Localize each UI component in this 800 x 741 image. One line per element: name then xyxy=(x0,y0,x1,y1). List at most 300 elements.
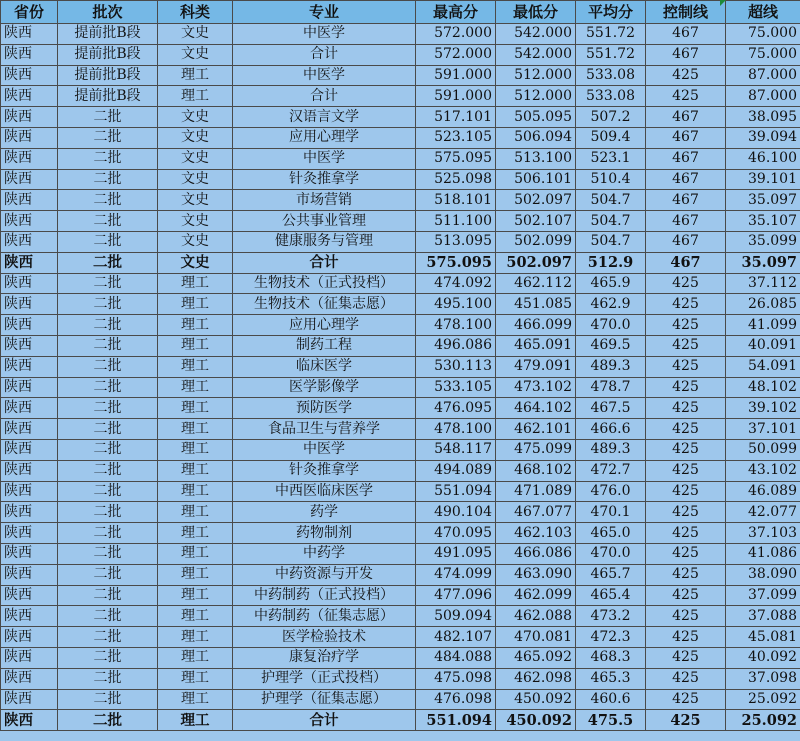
over-line-cell: 40.091 xyxy=(726,335,800,356)
min-score-cell: 542.000 xyxy=(496,44,576,65)
table-row xyxy=(1,335,800,356)
category-cell: 理工 xyxy=(158,606,233,627)
min-score-cell: 475.099 xyxy=(496,439,576,460)
category-cell: 理工 xyxy=(158,315,233,336)
control-line-cell: 467 xyxy=(646,169,726,190)
province-cell: 陕西 xyxy=(1,190,58,211)
batch-cell: 二批 xyxy=(58,273,158,294)
min-score-cell: 506.094 xyxy=(496,127,576,148)
max-score-cell: 575.095 xyxy=(416,252,496,273)
batch-cell: 二批 xyxy=(58,231,158,252)
major-cell: 中医学 xyxy=(233,24,416,45)
control-line-cell: 425 xyxy=(646,627,726,648)
category-cell: 文史 xyxy=(158,169,233,190)
over-line-cell: 39.102 xyxy=(726,398,800,419)
major-cell: 合计 xyxy=(233,44,416,65)
avg-score-cell: 504.7 xyxy=(576,231,646,252)
batch-cell: 二批 xyxy=(58,107,158,128)
province-cell: 陕西 xyxy=(1,148,58,169)
over-line-cell: 35.097 xyxy=(726,190,800,211)
province-cell: 陕西 xyxy=(1,65,58,86)
min-score-cell: 463.090 xyxy=(496,564,576,585)
category-cell: 理工 xyxy=(158,65,233,86)
max-score-cell: 572.000 xyxy=(416,24,496,45)
header-category: 科类 xyxy=(158,1,233,24)
over-line-cell: 26.085 xyxy=(726,294,800,315)
table-row xyxy=(1,107,800,128)
table-row xyxy=(1,543,800,564)
category-cell: 文史 xyxy=(158,211,233,232)
max-score-cell: 478.100 xyxy=(416,315,496,336)
avg-score-cell: 470.1 xyxy=(576,502,646,523)
batch-cell: 二批 xyxy=(58,523,158,544)
province-cell: 陕西 xyxy=(1,273,58,294)
table-row xyxy=(1,647,800,668)
control-line-cell: 425 xyxy=(646,481,726,502)
avg-score-cell: 476.0 xyxy=(576,481,646,502)
category-cell: 文史 xyxy=(158,24,233,45)
min-score-cell: 479.091 xyxy=(496,356,576,377)
min-score-cell: 473.102 xyxy=(496,377,576,398)
min-score-cell: 462.112 xyxy=(496,273,576,294)
batch-cell: 二批 xyxy=(58,294,158,315)
major-cell: 合计 xyxy=(233,710,416,731)
control-line-cell: 425 xyxy=(646,419,726,440)
table-row xyxy=(1,44,800,65)
cell-comment-marker xyxy=(720,0,726,6)
province-cell: 陕西 xyxy=(1,107,58,128)
major-cell: 针灸推拿学 xyxy=(233,169,416,190)
min-score-cell: 502.097 xyxy=(496,252,576,273)
avg-score-cell: 473.2 xyxy=(576,606,646,627)
category-cell: 理工 xyxy=(158,377,233,398)
province-cell: 陕西 xyxy=(1,564,58,585)
min-score-cell: 506.101 xyxy=(496,169,576,190)
province-cell: 陕西 xyxy=(1,315,58,336)
avg-score-cell: 509.4 xyxy=(576,127,646,148)
category-cell: 理工 xyxy=(158,481,233,502)
max-score-cell: 484.088 xyxy=(416,647,496,668)
control-line-cell: 425 xyxy=(646,377,726,398)
major-cell: 中医学 xyxy=(233,65,416,86)
avg-score-cell: 533.08 xyxy=(576,65,646,86)
over-line-cell: 37.103 xyxy=(726,523,800,544)
max-score-cell: 509.094 xyxy=(416,606,496,627)
province-cell: 陕西 xyxy=(1,377,58,398)
min-score-cell: 468.102 xyxy=(496,460,576,481)
province-cell: 陕西 xyxy=(1,294,58,315)
max-score-cell: 513.095 xyxy=(416,231,496,252)
avg-score-cell: 489.3 xyxy=(576,439,646,460)
avg-score-cell: 551.72 xyxy=(576,44,646,65)
batch-cell: 提前批B段 xyxy=(58,86,158,107)
max-score-cell: 494.089 xyxy=(416,460,496,481)
table-row xyxy=(1,627,800,648)
min-score-cell: 471.089 xyxy=(496,481,576,502)
major-cell: 中药学 xyxy=(233,543,416,564)
over-line-cell: 39.094 xyxy=(726,127,800,148)
category-cell: 文史 xyxy=(158,148,233,169)
control-line-cell: 425 xyxy=(646,564,726,585)
control-line-cell: 467 xyxy=(646,127,726,148)
max-score-cell: 477.096 xyxy=(416,585,496,606)
batch-cell: 二批 xyxy=(58,481,158,502)
category-cell: 理工 xyxy=(158,356,233,377)
province-cell: 陕西 xyxy=(1,668,58,689)
avg-score-cell: 465.7 xyxy=(576,564,646,585)
category-cell: 理工 xyxy=(158,627,233,648)
control-line-cell: 425 xyxy=(646,294,726,315)
control-line-cell: 425 xyxy=(646,65,726,86)
province-cell: 陕西 xyxy=(1,231,58,252)
avg-score-cell: 465.9 xyxy=(576,273,646,294)
table-row xyxy=(1,190,800,211)
category-cell: 理工 xyxy=(158,86,233,107)
province-cell: 陕西 xyxy=(1,211,58,232)
major-cell: 医学检验技术 xyxy=(233,627,416,648)
max-score-cell: 533.105 xyxy=(416,377,496,398)
control-line-cell: 467 xyxy=(646,231,726,252)
header-max-score: 最高分 xyxy=(416,1,496,24)
min-score-cell: 502.107 xyxy=(496,211,576,232)
table-row xyxy=(1,231,800,252)
control-line-cell: 467 xyxy=(646,44,726,65)
province-cell: 陕西 xyxy=(1,44,58,65)
table-row xyxy=(1,169,800,190)
batch-cell: 二批 xyxy=(58,211,158,232)
control-line-cell: 425 xyxy=(646,502,726,523)
table-row xyxy=(1,481,800,502)
province-cell: 陕西 xyxy=(1,606,58,627)
over-line-cell: 35.097 xyxy=(726,252,800,273)
province-cell: 陕西 xyxy=(1,689,58,710)
max-score-cell: 575.095 xyxy=(416,148,496,169)
avg-score-cell: 470.0 xyxy=(576,543,646,564)
max-score-cell: 525.098 xyxy=(416,169,496,190)
province-cell: 陕西 xyxy=(1,356,58,377)
over-line-cell: 46.100 xyxy=(726,148,800,169)
control-line-cell: 425 xyxy=(646,585,726,606)
batch-cell: 二批 xyxy=(58,543,158,564)
major-cell: 针灸推拿学 xyxy=(233,460,416,481)
over-line-cell: 39.101 xyxy=(726,169,800,190)
avg-score-cell: 465.0 xyxy=(576,523,646,544)
max-score-cell: 474.092 xyxy=(416,273,496,294)
batch-cell: 二批 xyxy=(58,335,158,356)
province-cell: 陕西 xyxy=(1,398,58,419)
over-line-cell: 42.077 xyxy=(726,502,800,523)
over-line-cell: 46.089 xyxy=(726,481,800,502)
batch-cell: 二批 xyxy=(58,190,158,211)
over-line-cell: 45.081 xyxy=(726,627,800,648)
batch-cell: 二批 xyxy=(58,647,158,668)
major-cell: 药物制剂 xyxy=(233,523,416,544)
header-batch: 批次 xyxy=(58,1,158,24)
major-cell: 护理学（征集志愿） xyxy=(233,689,416,710)
table-row xyxy=(1,689,800,710)
over-line-cell: 54.091 xyxy=(726,356,800,377)
category-cell: 理工 xyxy=(158,460,233,481)
table-row xyxy=(1,398,800,419)
over-line-cell: 37.099 xyxy=(726,585,800,606)
max-score-cell: 470.095 xyxy=(416,523,496,544)
batch-cell: 二批 xyxy=(58,439,158,460)
control-line-cell: 425 xyxy=(646,710,726,731)
over-line-cell: 48.102 xyxy=(726,377,800,398)
major-cell: 中医学 xyxy=(233,148,416,169)
major-cell: 康复治疗学 xyxy=(233,647,416,668)
table-body xyxy=(1,24,800,731)
category-cell: 文史 xyxy=(158,231,233,252)
over-line-cell: 37.098 xyxy=(726,668,800,689)
over-line-cell: 37.088 xyxy=(726,606,800,627)
over-line-cell: 87.000 xyxy=(726,86,800,107)
min-score-cell: 450.092 xyxy=(496,689,576,710)
major-cell: 中药制药（征集志愿） xyxy=(233,606,416,627)
province-cell: 陕西 xyxy=(1,647,58,668)
category-cell: 理工 xyxy=(158,585,233,606)
total-row xyxy=(1,710,800,731)
max-score-cell: 476.098 xyxy=(416,689,496,710)
table-row xyxy=(1,127,800,148)
avg-score-cell: 489.3 xyxy=(576,356,646,377)
min-score-cell: 462.101 xyxy=(496,419,576,440)
category-cell: 文史 xyxy=(158,127,233,148)
over-line-cell: 75.000 xyxy=(726,44,800,65)
over-line-cell: 87.000 xyxy=(726,65,800,86)
batch-cell: 二批 xyxy=(58,606,158,627)
province-cell: 陕西 xyxy=(1,481,58,502)
avg-score-cell: 551.72 xyxy=(576,24,646,45)
min-score-cell: 450.092 xyxy=(496,710,576,731)
major-cell: 医学影像学 xyxy=(233,377,416,398)
batch-cell: 二批 xyxy=(58,148,158,169)
category-cell: 理工 xyxy=(158,668,233,689)
min-score-cell: 465.091 xyxy=(496,335,576,356)
over-line-cell: 41.099 xyxy=(726,315,800,336)
control-line-cell: 425 xyxy=(646,335,726,356)
control-line-cell: 425 xyxy=(646,356,726,377)
control-line-cell: 467 xyxy=(646,211,726,232)
major-cell: 市场营销 xyxy=(233,190,416,211)
control-line-cell: 425 xyxy=(646,668,726,689)
control-line-cell: 425 xyxy=(646,398,726,419)
min-score-cell: 502.099 xyxy=(496,231,576,252)
table-row xyxy=(1,24,800,45)
avg-score-cell: 472.7 xyxy=(576,460,646,481)
avg-score-cell: 469.5 xyxy=(576,335,646,356)
control-line-cell: 425 xyxy=(646,523,726,544)
category-cell: 文史 xyxy=(158,252,233,273)
min-score-cell: 465.092 xyxy=(496,647,576,668)
avg-score-cell: 507.2 xyxy=(576,107,646,128)
batch-cell: 二批 xyxy=(58,564,158,585)
header-row xyxy=(1,1,800,24)
over-line-cell: 25.092 xyxy=(726,689,800,710)
province-cell: 陕西 xyxy=(1,419,58,440)
min-score-cell: 464.102 xyxy=(496,398,576,419)
avg-score-cell: 533.08 xyxy=(576,86,646,107)
batch-cell: 二批 xyxy=(58,419,158,440)
control-line-cell: 425 xyxy=(646,460,726,481)
major-cell: 公共事业管理 xyxy=(233,211,416,232)
header-major: 专业 xyxy=(233,1,416,24)
major-cell: 健康服务与管理 xyxy=(233,231,416,252)
batch-cell: 提前批B段 xyxy=(58,24,158,45)
total-row xyxy=(1,252,800,273)
max-score-cell: 551.094 xyxy=(416,481,496,502)
over-line-cell: 75.000 xyxy=(726,24,800,45)
province-cell: 陕西 xyxy=(1,86,58,107)
header-province: 省份 xyxy=(1,1,58,24)
table-row xyxy=(1,315,800,336)
province-cell: 陕西 xyxy=(1,252,58,273)
min-score-cell: 462.099 xyxy=(496,585,576,606)
major-cell: 应用心理学 xyxy=(233,127,416,148)
table-row xyxy=(1,356,800,377)
province-cell: 陕西 xyxy=(1,169,58,190)
max-score-cell: 517.101 xyxy=(416,107,496,128)
max-score-cell: 523.105 xyxy=(416,127,496,148)
min-score-cell: 462.088 xyxy=(496,606,576,627)
batch-cell: 二批 xyxy=(58,689,158,710)
header-min-score: 最低分 xyxy=(496,1,576,24)
table-row xyxy=(1,502,800,523)
control-line-cell: 425 xyxy=(646,273,726,294)
max-score-cell: 518.101 xyxy=(416,190,496,211)
table-row xyxy=(1,439,800,460)
table-row xyxy=(1,460,800,481)
max-score-cell: 474.099 xyxy=(416,564,496,585)
batch-cell: 二批 xyxy=(58,356,158,377)
max-score-cell: 491.095 xyxy=(416,543,496,564)
major-cell: 制药工程 xyxy=(233,335,416,356)
avg-score-cell: 478.7 xyxy=(576,377,646,398)
avg-score-cell: 465.4 xyxy=(576,585,646,606)
major-cell: 食品卫生与营养学 xyxy=(233,419,416,440)
min-score-cell: 462.103 xyxy=(496,523,576,544)
province-cell: 陕西 xyxy=(1,502,58,523)
min-score-cell: 542.000 xyxy=(496,24,576,45)
over-line-cell: 35.099 xyxy=(726,231,800,252)
major-cell: 中药制药（正式投档） xyxy=(233,585,416,606)
avg-score-cell: 467.5 xyxy=(576,398,646,419)
max-score-cell: 572.000 xyxy=(416,44,496,65)
table-row xyxy=(1,294,800,315)
max-score-cell: 476.095 xyxy=(416,398,496,419)
max-score-cell: 482.107 xyxy=(416,627,496,648)
over-line-cell: 37.112 xyxy=(726,273,800,294)
major-cell: 预防医学 xyxy=(233,398,416,419)
avg-score-cell: 472.3 xyxy=(576,627,646,648)
category-cell: 理工 xyxy=(158,710,233,731)
batch-cell: 二批 xyxy=(58,668,158,689)
max-score-cell: 591.000 xyxy=(416,86,496,107)
min-score-cell: 502.097 xyxy=(496,190,576,211)
batch-cell: 二批 xyxy=(58,710,158,731)
table-row xyxy=(1,419,800,440)
min-score-cell: 451.085 xyxy=(496,294,576,315)
max-score-cell: 496.086 xyxy=(416,335,496,356)
control-line-cell: 467 xyxy=(646,107,726,128)
avg-score-cell: 460.6 xyxy=(576,689,646,710)
province-cell: 陕西 xyxy=(1,24,58,45)
category-cell: 文史 xyxy=(158,44,233,65)
max-score-cell: 530.113 xyxy=(416,356,496,377)
control-line-cell: 425 xyxy=(646,543,726,564)
over-line-cell: 38.090 xyxy=(726,564,800,585)
control-line-cell: 425 xyxy=(646,689,726,710)
major-cell: 汉语言文学 xyxy=(233,107,416,128)
category-cell: 理工 xyxy=(158,439,233,460)
max-score-cell: 551.094 xyxy=(416,710,496,731)
max-score-cell: 490.104 xyxy=(416,502,496,523)
batch-cell: 二批 xyxy=(58,252,158,273)
avg-score-cell: 504.7 xyxy=(576,190,646,211)
major-cell: 药学 xyxy=(233,502,416,523)
major-cell: 合计 xyxy=(233,86,416,107)
control-line-cell: 467 xyxy=(646,148,726,169)
major-cell: 中医学 xyxy=(233,439,416,460)
table-row xyxy=(1,564,800,585)
category-cell: 文史 xyxy=(158,190,233,211)
min-score-cell: 462.098 xyxy=(496,668,576,689)
over-line-cell: 35.107 xyxy=(726,211,800,232)
category-cell: 理工 xyxy=(158,294,233,315)
major-cell: 护理学（正式投档） xyxy=(233,668,416,689)
batch-cell: 二批 xyxy=(58,502,158,523)
min-score-cell: 505.095 xyxy=(496,107,576,128)
category-cell: 理工 xyxy=(158,564,233,585)
max-score-cell: 511.100 xyxy=(416,211,496,232)
category-cell: 理工 xyxy=(158,419,233,440)
over-line-cell: 41.086 xyxy=(726,543,800,564)
avg-score-cell: 510.4 xyxy=(576,169,646,190)
max-score-cell: 478.100 xyxy=(416,419,496,440)
batch-cell: 提前批B段 xyxy=(58,65,158,86)
min-score-cell: 467.077 xyxy=(496,502,576,523)
over-line-cell: 43.102 xyxy=(726,460,800,481)
control-line-cell: 467 xyxy=(646,24,726,45)
batch-cell: 二批 xyxy=(58,315,158,336)
table-row xyxy=(1,606,800,627)
table-row xyxy=(1,211,800,232)
avg-score-cell: 462.9 xyxy=(576,294,646,315)
major-cell: 合计 xyxy=(233,252,416,273)
avg-score-cell: 466.6 xyxy=(576,419,646,440)
table-row xyxy=(1,523,800,544)
avg-score-cell: 468.3 xyxy=(576,647,646,668)
avg-score-cell: 512.9 xyxy=(576,252,646,273)
control-line-cell: 425 xyxy=(646,647,726,668)
min-score-cell: 512.000 xyxy=(496,65,576,86)
max-score-cell: 475.098 xyxy=(416,668,496,689)
table-row xyxy=(1,377,800,398)
over-line-cell: 50.099 xyxy=(726,439,800,460)
category-cell: 理工 xyxy=(158,335,233,356)
max-score-cell: 591.000 xyxy=(416,65,496,86)
avg-score-cell: 523.1 xyxy=(576,148,646,169)
category-cell: 理工 xyxy=(158,502,233,523)
category-cell: 理工 xyxy=(158,543,233,564)
major-cell: 生物技术（正式投档） xyxy=(233,273,416,294)
major-cell: 中西医临床医学 xyxy=(233,481,416,502)
province-cell: 陕西 xyxy=(1,543,58,564)
header-avg-score: 平均分 xyxy=(576,1,646,24)
over-line-cell: 40.092 xyxy=(726,647,800,668)
table-row xyxy=(1,148,800,169)
control-line-cell: 467 xyxy=(646,252,726,273)
